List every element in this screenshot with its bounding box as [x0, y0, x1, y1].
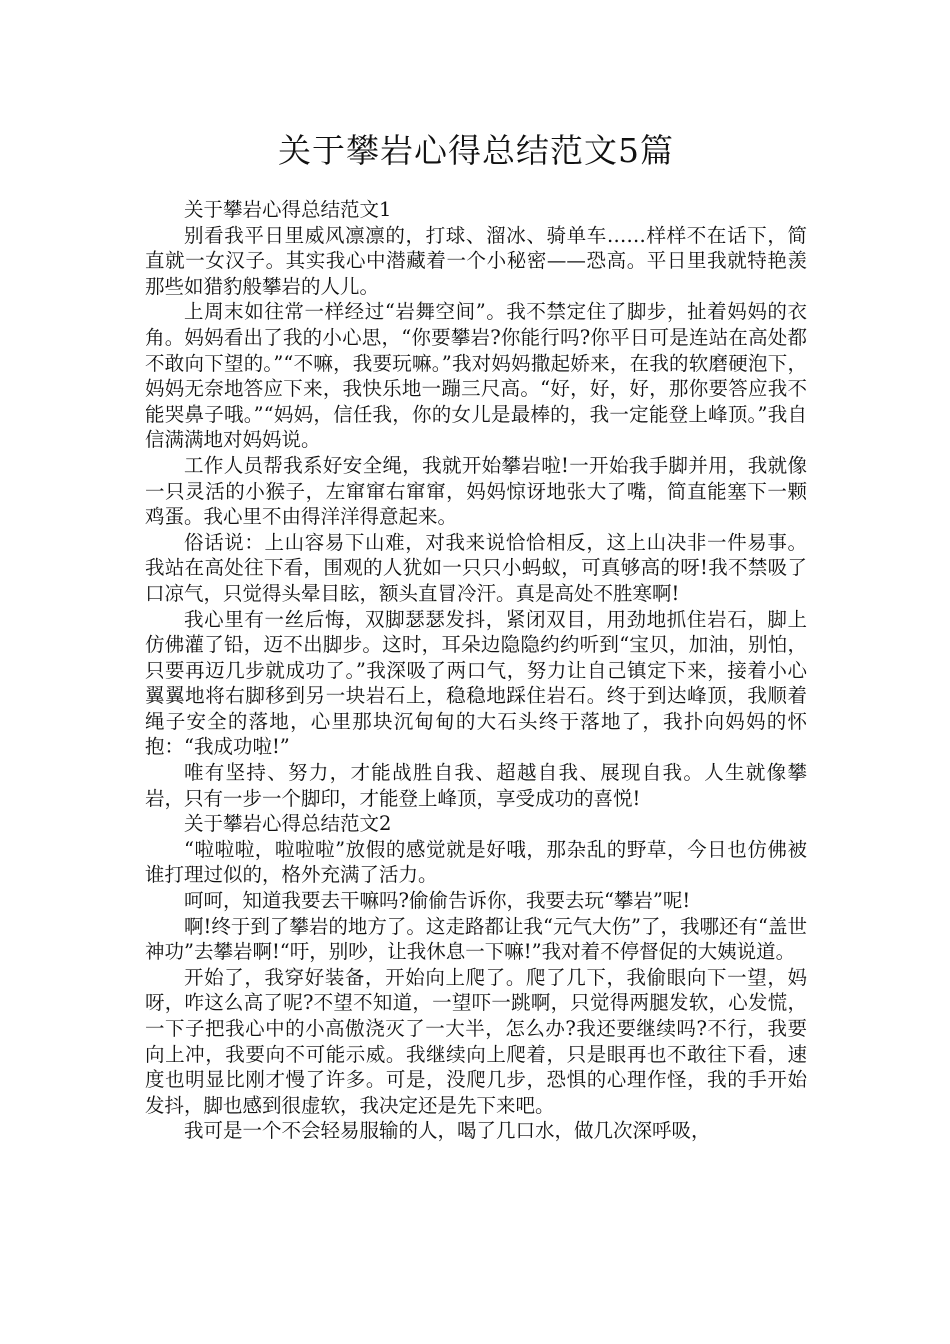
paragraph: 唯有坚持、努力，才能战胜自我、超越自我、展现自我。人生就像攀岩，只有一步一个脚印，才能登上峰顶，享受成功的喜悦!	[145, 761, 807, 810]
paragraph: 工作人员帮我系好安全绳，我就开始攀岩啦!一开始我手脚并用，我就像一只灵活的小猴子，左窜窜右窜窜，妈妈惊讶地张大了嘴，简直能塞下一颗鸡蛋。我心里不由得洋洋得意起来。	[145, 453, 807, 529]
paragraph: 我心里有一丝后悔，双脚瑟瑟发抖，紧闭双目，用劲地抓住岩石，脚上仿佛灌了铅，迈不出脚步。这时，耳朵边隐隐约约听到“宝贝，加油，别怕，只要再迈几步就成功了。”我深吸了两口气，努力让自己镇定下来，接着小心翼翼地将右脚移到另一块岩石上，稳稳地踩住岩石。终于到达峰顶，我顺着绳子安全的落地，心里那块沉甸甸的大石头终于落地了，我扑向妈妈的怀抱：“我成功啦!”	[145, 607, 807, 759]
paragraph: 我可是一个不会轻易服输的人，喝了几口水，做几次深呼吸，	[184, 1119, 711, 1143]
paragraph: 上周末如往常一样经过“岩舞空间”。我不禁定住了脚步，扯着妈妈的衣角。妈妈看出了我的小心思，“你要攀岩?你能行吗?你平日可是连站在高处都不敢向下望的。”“不嘛，我要玩嘛。”我对妈妈撒起娇来，在我的软磨硬泡下，妈妈无奈地答应下来，我快乐地一蹦三尺高。“好，好，好，那你要答应我不能哭鼻子哦。”“妈妈，信任我，你的女儿是最棒的，我一定能登上峰顶。”我自信满满地对妈妈说。	[145, 300, 807, 452]
paragraph: 俗话说：上山容易下山难，对我来说恰恰相反，这上山决非一件易事。我站在高处往下看，围观的人犹如一只只小蚂蚁，可真够高的呀!我不禁吸了口凉气，只觉得头晕目眩，额头直冒冷汗。真是高处不胜寒啊!	[145, 530, 807, 605]
section-heading-1: 关于攀岩心得总结范文1	[184, 198, 392, 221]
paragraph: “啦啦啦，啦啦啦”放假的感觉就是好哦，那杂乱的野草，今日也仿佛被谁打理过似的，格外充满了活力。	[145, 837, 807, 887]
paragraph: 呵呵，知道我要去干嘛吗?偷偷告诉你，我要去玩“攀岩”呢!	[184, 889, 691, 913]
document-title: 关于攀岩心得总结范文5篇	[278, 131, 674, 170]
section-heading-2: 关于攀岩心得总结范文2	[184, 812, 392, 836]
document-body	[145, 197, 807, 1144]
paragraph: 别看我平日里威风凛凛的，打球、溜冰、骑单车……样样不在话下，简直就一女汉子。其实我心中潜藏着一个小秘密——恐高。平日里我就特艳羡那些如猎豹般攀岩的人儿。	[145, 223, 807, 298]
paragraph: 开始了，我穿好装备，开始向上爬了。爬了几下，我偷眼向下一望，妈呀，咋这么高了呢?不望不知道，一望吓一跳啊，只觉得两腿发软，心发慌，一下子把我心中的小高傲浇灭了一大半，怎么办?我还要继续吗?不行，我要向上冲，我要向不可能示威。我继续向上爬着，只是眼再也不敢往下看，速度也明显比刚才慢了许多。可是，没爬几步，恐惧的心理作怪，我的手开始发抖，脚也感到很虚软，我决定还是先下来吧。	[145, 965, 807, 1117]
paragraph: 啊!终于到了攀岩的地方了。这走路都让我“元气大伤”了，我哪还有“盖世神功”去攀岩啊!“吁，别吵，让我休息一下嘛!”我对着不停督促的大姨说道。	[145, 914, 807, 964]
